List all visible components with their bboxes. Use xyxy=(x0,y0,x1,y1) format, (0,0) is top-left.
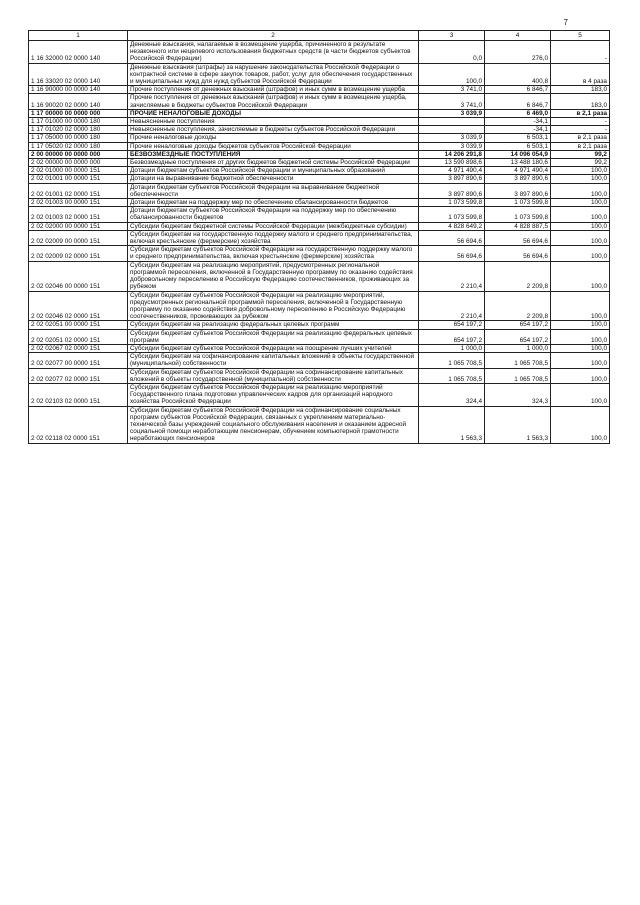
table-row xyxy=(29,222,610,230)
percent-cell: 100,0 xyxy=(551,199,610,207)
planned-value-cell: 1 065 708,5 xyxy=(419,368,485,383)
budget-code-cell: 1 16 33020 02 0000 140 xyxy=(29,63,128,86)
table-row xyxy=(29,63,610,86)
description-cell: Дотации бюджетам на поддержку мер по обеспечению сбалансированности бюджетов xyxy=(128,199,419,207)
description-cell: Субсидии бюджетам на государственную поддержку малого и среднего предпринимательства, включая крестьянские (фермерские) хозяйства xyxy=(128,230,419,245)
budget-code-cell: 2 02 00000 00 0000 000 xyxy=(29,159,128,167)
actual-value-cell: 1 563,3 xyxy=(485,406,551,443)
planned-value-cell: 3 897 890,6 xyxy=(419,175,485,183)
description-cell: Субсидии бюджетам субъектов Российской Федерации на поощрение лучших учителей xyxy=(128,344,419,352)
actual-value-cell: 6 469,0 xyxy=(485,109,551,117)
percent-cell: - xyxy=(551,41,610,64)
percent-cell: в 4 раза xyxy=(551,63,610,86)
percent-cell: 100,0 xyxy=(551,167,610,175)
actual-value-cell: 1 073 599,8 xyxy=(485,199,551,207)
table-row xyxy=(29,183,610,198)
actual-value-cell: -34,1 xyxy=(485,118,551,126)
description-cell: Субсидии бюджетам субъектов Российской Федерации на софинансирование капитальных вложений в объекты государственной (муниципальной) собственности xyxy=(128,368,419,383)
actual-value-cell: -34,1 xyxy=(485,126,551,134)
actual-value-cell: 4 971 490,4 xyxy=(485,167,551,175)
actual-value-cell: 6 503,1 xyxy=(485,134,551,142)
percent-cell: 100,0 xyxy=(551,222,610,230)
percent-cell: 183,0 xyxy=(551,86,610,94)
description-cell: Дотации на выравнивание бюджетной обеспеченности xyxy=(128,175,419,183)
percent-cell: 99,2 xyxy=(551,150,610,158)
actual-value-cell: 654 197,2 xyxy=(485,321,551,329)
planned-value-cell: 654 197,2 xyxy=(419,329,485,344)
table-row xyxy=(29,406,610,443)
planned-value-cell: 4 971 490,4 xyxy=(419,167,485,175)
page-number: 7 xyxy=(563,18,568,27)
percent-cell: - xyxy=(551,126,610,134)
budget-code-cell: 2 02 01001 00 0000 151 xyxy=(29,175,128,183)
description-cell: Субсидии бюджетам субъектов Российской Федерации на государственную поддержку малого и среднего предпринимательства, включая крестьянские (фермерские) хозяйства xyxy=(128,246,419,261)
column-header: 5 xyxy=(551,31,610,41)
planned-value-cell: 1 073 599,8 xyxy=(419,199,485,207)
table-row xyxy=(29,207,610,222)
description-cell: ПРОЧИЕ НЕНАЛОГОВЫЕ ДОХОДЫ xyxy=(128,109,419,117)
planned-value-cell: 1 065 708,5 xyxy=(419,353,485,368)
planned-value-cell: 4 828 649,2 xyxy=(419,222,485,230)
budget-code-cell: 2 02 02067 02 0000 151 xyxy=(29,344,128,352)
budget-code-cell: 2 02 02077 02 0000 151 xyxy=(29,368,128,383)
planned-value-cell: 0,0 xyxy=(419,41,485,64)
percent-cell: 100,0 xyxy=(551,383,610,406)
planned-value-cell: 3 741,0 xyxy=(419,86,485,94)
percent-cell: 99,2 xyxy=(551,159,610,167)
table-body xyxy=(29,41,610,444)
actual-value-cell: 56 694,6 xyxy=(485,230,551,245)
budget-code-cell: 2 02 01001 02 0000 151 xyxy=(29,183,128,198)
planned-value-cell: 2 210,4 xyxy=(419,291,485,321)
actual-value-cell: 6 846,7 xyxy=(485,94,551,109)
table-row xyxy=(29,246,610,261)
budget-code-cell: 2 02 02051 00 0000 151 xyxy=(29,321,128,329)
table-row xyxy=(29,329,610,344)
budget-code-cell: 2 02 02118 02 0000 151 xyxy=(29,406,128,443)
planned-value-cell: 3 039,9 xyxy=(419,134,485,142)
actual-value-cell: 1 000,0 xyxy=(485,344,551,352)
description-cell: БЕЗВОЗМЕЗДНЫЕ ПОСТУПЛЕНИЯ xyxy=(128,150,419,158)
budget-code-cell: 2 02 02051 02 0000 151 xyxy=(29,329,128,344)
planned-value-cell: 3 741,0 xyxy=(419,94,485,109)
budget-code-cell: 2 00 00000 00 0000 000 xyxy=(29,150,128,158)
planned-value-cell: 56 694,6 xyxy=(419,230,485,245)
table-row xyxy=(29,126,610,134)
description-cell: Дотации бюджетам субъектов Российской Федерации на выравнивание бюджетной обеспеченности xyxy=(128,183,419,198)
percent-cell: в 2,1 раза xyxy=(551,142,610,150)
description-cell: Прочие поступления от денежных взысканий (штрафов) и иных сумм в возмещение ущерба xyxy=(128,86,419,94)
column-header: 4 xyxy=(485,31,551,41)
table-row xyxy=(29,41,610,64)
percent-cell: 100,0 xyxy=(551,353,610,368)
table-header-row xyxy=(29,31,610,41)
actual-value-cell: 2 209,8 xyxy=(485,261,551,291)
planned-value-cell xyxy=(419,126,485,134)
budget-code-cell: 2 02 01003 00 0000 151 xyxy=(29,199,128,207)
description-cell: Денежные взыскания, налагаемые в возмещение ущерба, причиненного в результате незаконного или нецелевого использования бюджетных средств (в части бюджетов субъектов Российской Федерации) xyxy=(128,41,419,64)
budget-code-cell: 2 02 02046 00 0000 151 xyxy=(29,261,128,291)
table-row xyxy=(29,199,610,207)
percent-cell: 100,0 xyxy=(551,291,610,321)
percent-cell: 100,0 xyxy=(551,261,610,291)
description-cell: Субсидии бюджетам на софинансирование капитальных вложений в объекты государственной (муниципальной) собственности xyxy=(128,353,419,368)
budget-code-cell: 2 02 02077 00 0000 151 xyxy=(29,353,128,368)
percent-cell: 100,0 xyxy=(551,183,610,198)
planned-value-cell: 3 039,9 xyxy=(419,109,485,117)
table-row xyxy=(29,353,610,368)
description-cell: Субсидии бюджетам на реализацию мероприятий, предусмотренных региональной программой переселения, включенной в Государственную программу по оказанию содействия добровольному переселению в Российскую Федерацию соотечественников, проживающих за рубежом xyxy=(128,261,419,291)
planned-value-cell: 3 897 890,6 xyxy=(419,183,485,198)
table-row xyxy=(29,368,610,383)
description-cell: Дотации бюджетам субъектов Российской Федерации на поддержку мер по обеспечению сбалансированности бюджетов xyxy=(128,207,419,222)
table-row xyxy=(29,383,610,406)
planned-value-cell: 13 590 898,6 xyxy=(419,159,485,167)
actual-value-cell: 4 828 887,5 xyxy=(485,222,551,230)
table-row xyxy=(29,86,610,94)
actual-value-cell: 3 897 890,6 xyxy=(485,183,551,198)
description-cell: Субсидии бюджетам на реализацию федеральных целевых программ xyxy=(128,321,419,329)
description-cell: Прочие поступления от денежных взысканий (штрафов) и иных сумм в возмещение ущерба, зачисляемые в бюджеты субъектов Российской Федерации xyxy=(128,94,419,109)
budget-code-cell: 1 16 90020 02 0000 140 xyxy=(29,94,128,109)
table-row xyxy=(29,150,610,158)
actual-value-cell: 1 065 708,5 xyxy=(485,368,551,383)
description-cell: Невыясненные поступления, зачисляемые в бюджеты субъектов Российской Федерации xyxy=(128,126,419,134)
percent-cell: 100,0 xyxy=(551,207,610,222)
table-row xyxy=(29,159,610,167)
table-row xyxy=(29,175,610,183)
description-cell: Безвозмездные поступления от других бюджетов бюджетной системы Российской Федерации xyxy=(128,159,419,167)
budget-code-cell: 2 02 02009 00 0000 151 xyxy=(29,230,128,245)
actual-value-cell: 276,0 xyxy=(485,41,551,64)
table-row xyxy=(29,230,610,245)
percent-cell: - xyxy=(551,118,610,126)
planned-value-cell: 324,4 xyxy=(419,383,485,406)
description-cell: Субсидии бюджетам бюджетной системы Российской Федерации (межбюджетные субсидии) xyxy=(128,222,419,230)
budget-code-cell: 2 02 01003 02 0000 151 xyxy=(29,207,128,222)
planned-value-cell: 1 073 599,8 xyxy=(419,207,485,222)
description-cell: Прочие неналоговые доходы бюджетов субъектов Российской Федерации xyxy=(128,142,419,150)
percent-cell: 100,0 xyxy=(551,175,610,183)
actual-value-cell: 1 065 708,5 xyxy=(485,353,551,368)
planned-value-cell: 14 206 291,8 xyxy=(419,150,485,158)
description-cell: Прочие неналоговые доходы xyxy=(128,134,419,142)
budget-code-cell: 1 17 05000 00 0000 180 xyxy=(29,134,128,142)
planned-value-cell: 1 000,0 xyxy=(419,344,485,352)
percent-cell: 100,0 xyxy=(551,329,610,344)
percent-cell: в 2,1 раза xyxy=(551,109,610,117)
description-cell: Денежные взыскания (штрафы) за нарушение законодательства Российской Федерации о контрактной системе в сфере закупок товаров, работ, услуг для обеспечения государственных и муниципальных нужд для нужд субъектов Российской Федерации xyxy=(128,63,419,86)
table-row xyxy=(29,109,610,117)
budget-code-cell: 1 17 05020 02 0000 180 xyxy=(29,142,128,150)
percent-cell: 100,0 xyxy=(551,368,610,383)
table-row xyxy=(29,344,610,352)
description-cell: Субсидии бюджетам субъектов Российской Федерации на реализацию мероприятий Государственного плана подготовки управленческих кадров для организаций народного хозяйства Российской Федерации xyxy=(128,383,419,406)
planned-value-cell xyxy=(419,118,485,126)
percent-cell: 100,0 xyxy=(551,321,610,329)
table-row xyxy=(29,167,610,175)
description-cell: Дотации бюджетам субъектов Российской Федерации и муниципальных образований xyxy=(128,167,419,175)
table-row xyxy=(29,134,610,142)
percent-cell: 100,0 xyxy=(551,344,610,352)
planned-value-cell: 654 197,2 xyxy=(419,321,485,329)
actual-value-cell: 1 073 599,8 xyxy=(485,207,551,222)
budget-code-cell: 1 16 32000 02 0000 140 xyxy=(29,41,128,64)
budget-code-cell: 1 17 01020 02 0000 180 xyxy=(29,126,128,134)
planned-value-cell: 3 039,9 xyxy=(419,142,485,150)
table-row xyxy=(29,94,610,109)
actual-value-cell: 324,3 xyxy=(485,383,551,406)
description-cell: Субсидии бюджетам субъектов Российской Федерации на реализацию мероприятий, предусмотренных региональной программой переселения, включенной в Государственную программу по оказанию содействия добровольному переселению в Российскую Федерацию соотечественников, проживающих за рубежом xyxy=(128,291,419,321)
actual-value-cell: 6 846,7 xyxy=(485,86,551,94)
percent-cell: 100,0 xyxy=(551,406,610,443)
column-header: 1 xyxy=(29,31,128,41)
column-header: 3 xyxy=(419,31,485,41)
actual-value-cell: 6 503,1 xyxy=(485,142,551,150)
budget-code-cell: 2 02 02000 00 0000 151 xyxy=(29,222,128,230)
description-cell: Невыясненные поступления xyxy=(128,118,419,126)
table-row xyxy=(29,118,610,126)
column-header: 2 xyxy=(128,31,419,41)
actual-value-cell: 56 694,6 xyxy=(485,246,551,261)
actual-value-cell: 654 197,2 xyxy=(485,329,551,344)
actual-value-cell: 3 897 890,6 xyxy=(485,175,551,183)
table-row xyxy=(29,291,610,321)
budget-code-cell: 2 02 01000 00 0000 151 xyxy=(29,167,128,175)
budget-table xyxy=(28,30,610,444)
budget-code-cell: 2 02 02009 02 0000 151 xyxy=(29,246,128,261)
budget-code-cell: 2 02 02103 02 0000 151 xyxy=(29,383,128,406)
table-row xyxy=(29,321,610,329)
percent-cell: 183,0 xyxy=(551,94,610,109)
percent-cell: в 2,1 раза xyxy=(551,134,610,142)
table-row xyxy=(29,261,610,291)
table-row xyxy=(29,142,610,150)
budget-code-cell: 1 16 90000 00 0000 140 xyxy=(29,86,128,94)
percent-cell: 100,0 xyxy=(551,230,610,245)
budget-code-cell: 1 17 01000 00 0000 180 xyxy=(29,118,128,126)
budget-code-cell: 1 17 00000 00 0000 000 xyxy=(29,109,128,117)
planned-value-cell: 100,0 xyxy=(419,63,485,86)
percent-cell: 100,0 xyxy=(551,246,610,261)
actual-value-cell: 2 209,8 xyxy=(485,291,551,321)
budget-code-cell: 2 02 02046 02 0000 151 xyxy=(29,291,128,321)
planned-value-cell: 1 563,3 xyxy=(419,406,485,443)
description-cell: Субсидии бюджетам субъектов Российской Федерации на софинансирование социальных программ субъектов Российской Федерации, связанных с укреплением материально-технической базы учреждений социального обслуживания населения и оказанием адресной социальной помощи неработающим пенсионерам, обучением компьютерной грамотности неработающих пенсионеров xyxy=(128,406,419,443)
description-cell: Субсидии бюджетам субъектов Российской Федерации на реализацию федеральных целевых программ xyxy=(128,329,419,344)
actual-value-cell: 14 096 054,9 xyxy=(485,150,551,158)
actual-value-cell: 13 488 180,6 xyxy=(485,159,551,167)
planned-value-cell: 56 694,6 xyxy=(419,246,485,261)
planned-value-cell: 2 210,4 xyxy=(419,261,485,291)
actual-value-cell: 400,8 xyxy=(485,63,551,86)
